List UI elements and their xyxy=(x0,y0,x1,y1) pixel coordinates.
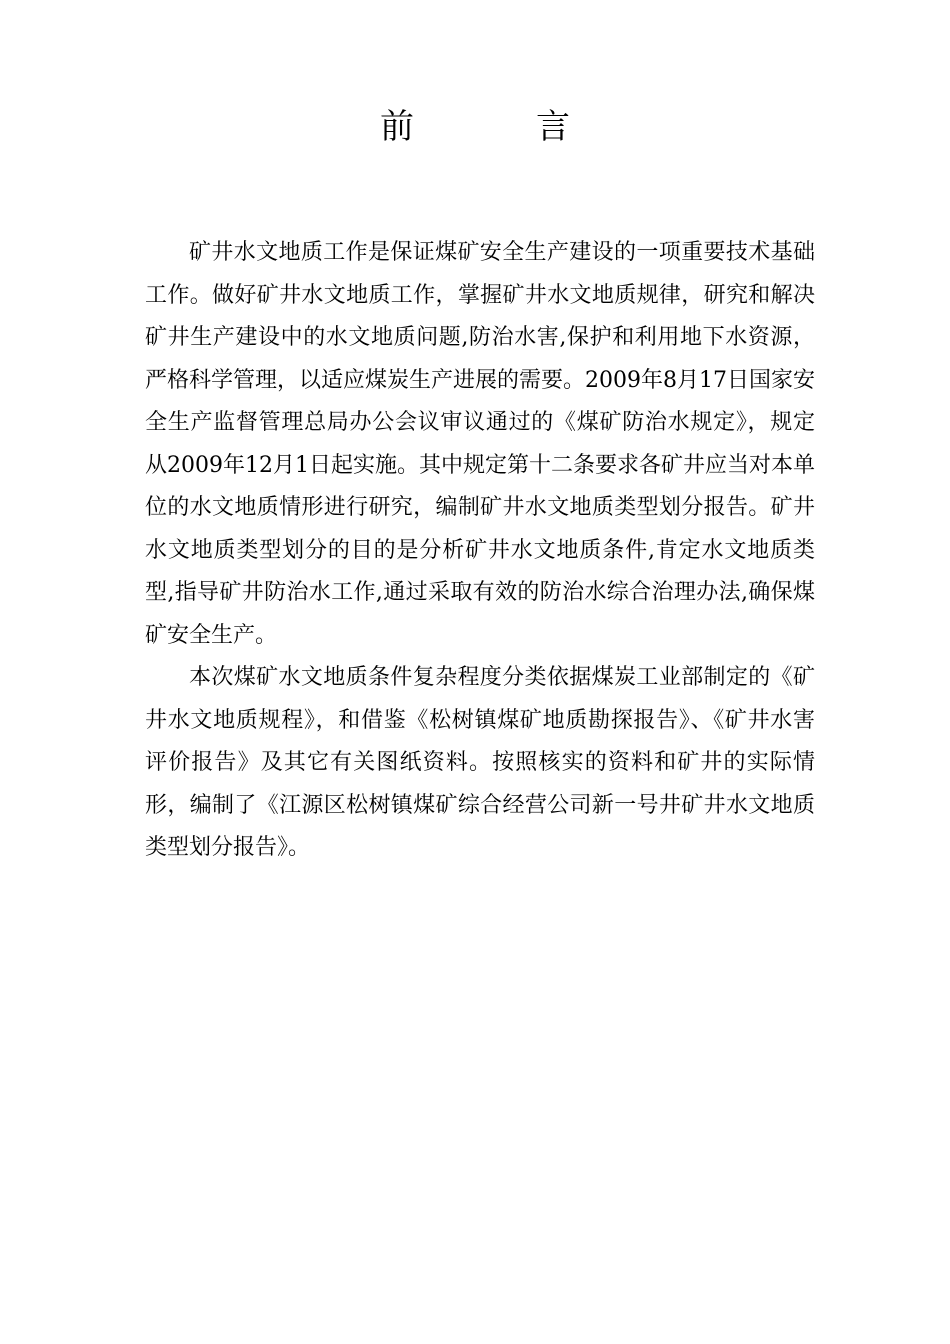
paragraph-2: 本次煤矿水文地质条件复杂程度分类依据煤炭工业部制定的《矿井水文地质规程》，和借鉴《松树镇煤矿地质勘探报告》、《矿井水害评价报告》及其它有关图纸资料。按照核实的资料和矿井的实际情形，编制了《江源区松树镇煤矿综合经营公司新一号井矿井水文地质类型划分报告》。 xyxy=(145,665,815,860)
page-title: 前 言 xyxy=(380,107,614,147)
body-text xyxy=(145,232,815,870)
paragraph-1: 矿井水文地质工作是保证煤矿安全生产建设的一项重要技术基础工作。做好矿井水文地质工作，掌握矿井水文地质规律，研究和解决矿井生产建设中的水文地质问题,防治水害,保护和利用地下水资源，严格科学管理，以适应煤炭生产进展的需要。2009年8月17日国家安全生产监督管理总局办公会议审议通过的《煤矿防治水规定》，规定从2009年12月1日起实施。其中规定第十二条要求各矿井应当对本单位的水文地质情形进行研究，编制矿井水文地质类型划分报告。矿井水文地质类型划分的目的是分析矿井水文地质条件,肯定水文地质类型,指导矿井防治水工作,通过采取有效的防治水综合治理办法,确保煤矿安全生产。 xyxy=(145,240,815,648)
